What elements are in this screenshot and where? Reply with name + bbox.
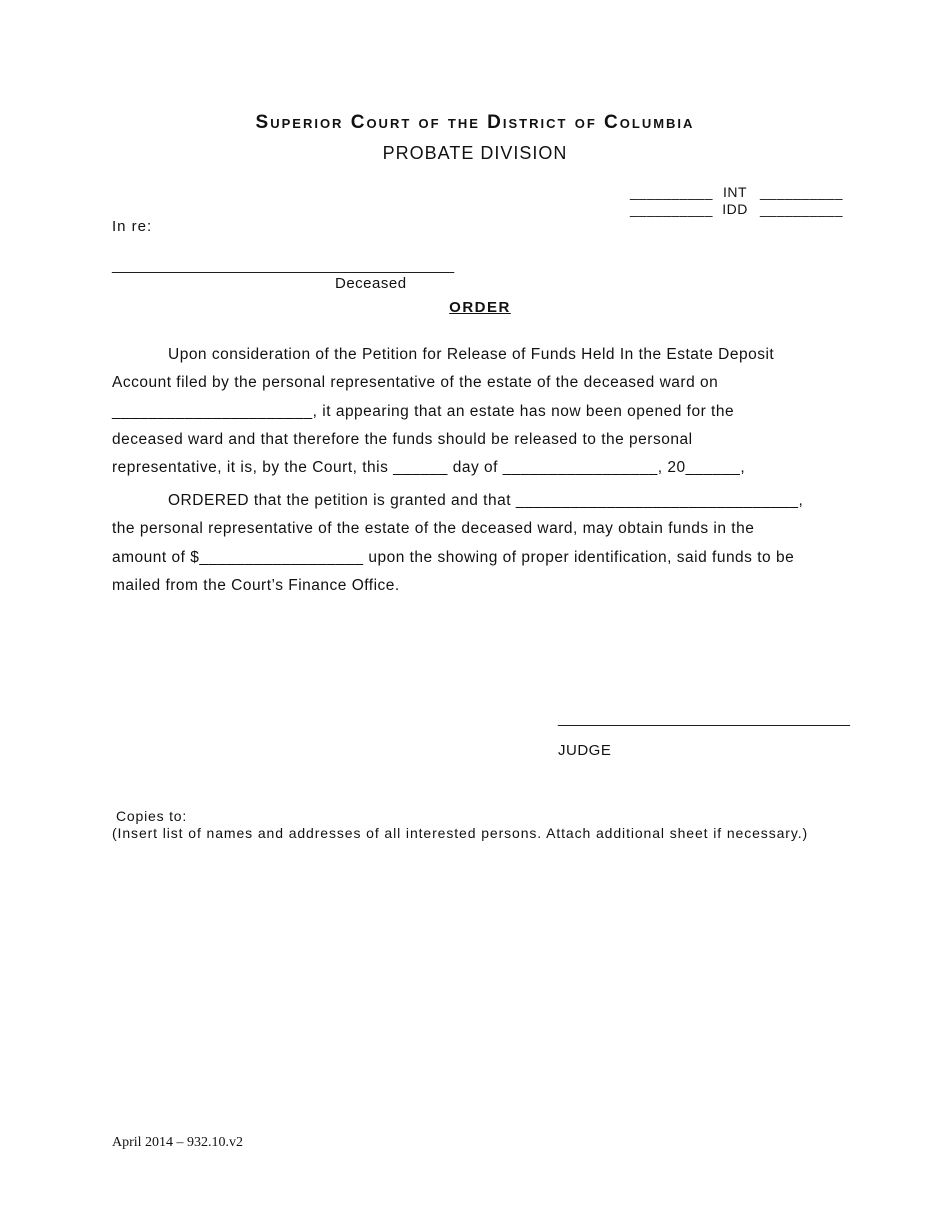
judge-label: JUDGE [558, 742, 612, 759]
order-paragraph-1 [112, 341, 840, 482]
paragraph-line: ______________________, it appearing that an estate has now been opened for the [112, 402, 735, 420]
paragraph-line: ORDERED that the petition is granted and that _______________________________, [168, 492, 804, 509]
copies-to-label: Copies to: [116, 808, 188, 824]
paragraph-line: deceased ward and that therefore the funds should be released to the personal [112, 430, 693, 448]
division-title: PROBATE DIVISION [382, 143, 568, 163]
copies-instructions: (Insert list of names and addresses of all interested persons. Attach additional sheet if necessary.) [112, 825, 809, 841]
idd-right-blank: __________ [760, 201, 843, 217]
judge-signature-line: ___________________________________ [558, 710, 850, 727]
paragraph-line: Account filed by the personal representative of the estate of the deceased ward on [112, 374, 719, 392]
form-id-footer: April 2014 – 932.10.v2 [112, 1135, 244, 1150]
court-title: Superior Court of the District of Columbia [255, 112, 695, 133]
paragraph-line: Upon consideration of the Petition for Release of Funds Held In the Estate Deposit [168, 346, 775, 363]
deceased-label: Deceased [335, 275, 407, 292]
paragraph-line: the personal representative of the estate of the deceased ward, may obtain funds in the [112, 520, 755, 538]
case-number-idd-row [630, 201, 843, 217]
case-number-int-row [630, 184, 843, 200]
idd-left-blank: __________ [630, 201, 713, 217]
int-left-blank: __________ [630, 184, 713, 200]
int-right-blank: __________ [760, 184, 843, 200]
paragraph-line: amount of $__________________ upon the showing of proper identification, said funds to be [112, 548, 795, 566]
idd-label: IDD [722, 201, 748, 217]
deceased-name-line: _________________________________________ [112, 257, 455, 274]
in-re-label: In re: [112, 218, 153, 235]
int-label: INT [722, 184, 748, 200]
paragraph-line: representative, it is, by the Court, this ______ day of _________________, 20______, [112, 459, 746, 477]
order-paragraph-2 [112, 487, 840, 600]
paragraph-line: mailed from the Court’s Finance Office. [112, 576, 400, 594]
order-title: ORDER [449, 299, 511, 316]
